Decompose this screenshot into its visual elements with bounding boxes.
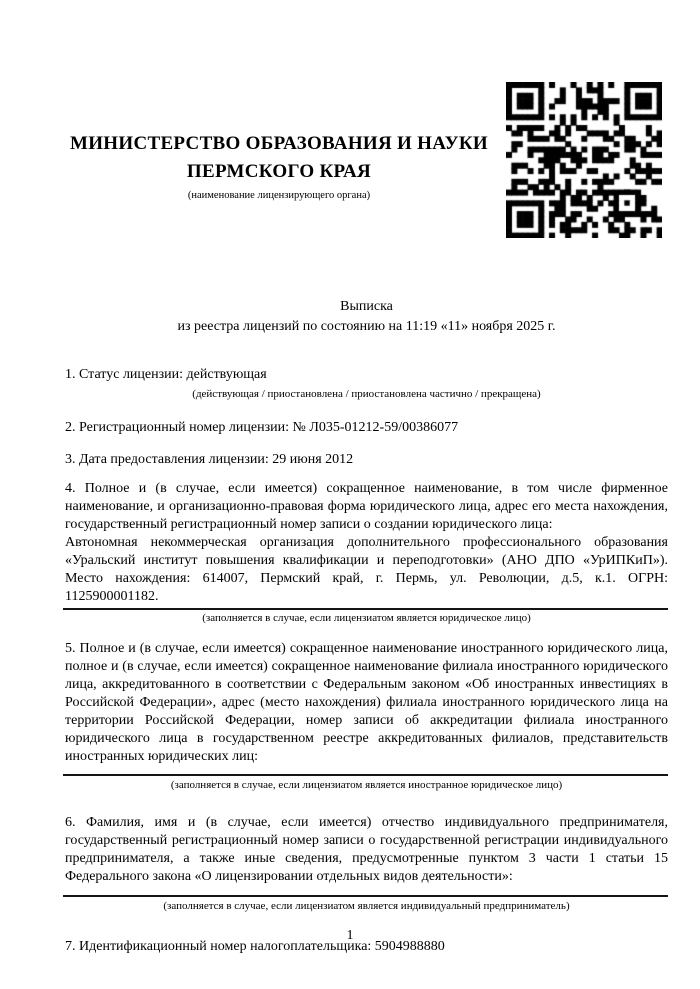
- field-license-status-hint: (действующая / приостановлена / приостановлена частично / прекращена): [192, 388, 541, 400]
- field-grant-date: 3. Дата предоставления лицензии: 29 июня 2012: [65, 452, 354, 467]
- field-registration-number: 2. Регистрационный номер лицензии: № Л035-01212-59/00386077: [65, 420, 459, 435]
- fill-in-line: [63, 895, 668, 897]
- document-content: [65, 0, 668, 956]
- title-line1: Выписка: [340, 299, 393, 314]
- field-legal-entity: [65, 480, 668, 625]
- field-individual-entrepreneur-question: 6. Фамилия, имя и (в случае, если имеется) отчество индивидуального предпринимателя, государственный регистрационный номер записи о государственной регистрации индивидуального предпринимателя, а также иные сведения, предусмотренные пунктом 3 части 1 статьи 15 Федерального закона «О лицензировании отдельных видов деятельности»:: [65, 815, 668, 884]
- field-individual-entrepreneur-caption: (заполняется в случае, если лицензиатом является индивидуальный предприниматель): [163, 900, 570, 912]
- fill-in-line: [63, 774, 668, 776]
- fill-in-line: [63, 608, 668, 610]
- field-legal-entity-answer: Автономная некоммерческая организация дополнительного профессионального образования «Уральский институт повышения квалификации и переподготовки» (АНО ДПО «УрИПКиП»). Место нахождения: 614007, Пермский край, г. Пермь, ул. Революции, д.5, к.1. ОГРН: 1125900001182.: [65, 535, 668, 604]
- field-foreign-entity-question: 5. Полное и (в случае, если имеется) сокращенное наименование иностранного юридического лица, полное и (в случае, если имеется) сокращенное наименование филиала иностранного юридического лица, аккредитованного в соответствии с Федеральным законом «Об иностранных инвестициях в Российской Федерации», адрес (место нахождения) филиала иностранного юридического лица на территории Российской Федерации, номер записи об аккредитации филиала иностранного юридического лица в государственном реестре аккредитованных филиалов, представительств иностранных юридических лиц:: [65, 641, 668, 764]
- ministry-name-line2: ПЕРМСКОГО КРАЯ: [186, 161, 372, 182]
- title-line2: из реестра лицензий по состоянию на 11:19 «11» ноября 2025 г.: [177, 319, 556, 334]
- field-legal-entity-question: 4. Полное и (в случае, если имеется) сокращенное наименование, в том числе фирменное наименование, и организационно-правовая форма юридического лица, адрес его места нахождения, государственный регистрационный номер записи о создании юридического лица:: [65, 481, 668, 532]
- ministry-name-line1: МИНИСТЕРСТВО ОБРАЗОВАНИЯ И НАУКИ: [69, 133, 489, 154]
- field-foreign-entity: [65, 640, 668, 792]
- document-title: [65, 297, 668, 337]
- ministry-name-caption: (наименование лицензирующего органа): [187, 190, 371, 201]
- field-taxpayer-id: 7. Идентификационный номер налогоплательщика: 5904988880: [65, 939, 445, 954]
- field-legal-entity-caption: (заполняется в случае, если лицензиатом является юридическое лицо): [202, 612, 531, 624]
- field-foreign-entity-caption: (заполняется в случае, если лицензиатом является иностранное юридическое лицо): [170, 779, 563, 791]
- field-license-status: 1. Статус лицензии: действующая: [65, 367, 267, 382]
- licensing-authority-header: [65, 130, 493, 203]
- field-individual-entrepreneur: [65, 814, 668, 913]
- page-number: 1: [346, 928, 354, 943]
